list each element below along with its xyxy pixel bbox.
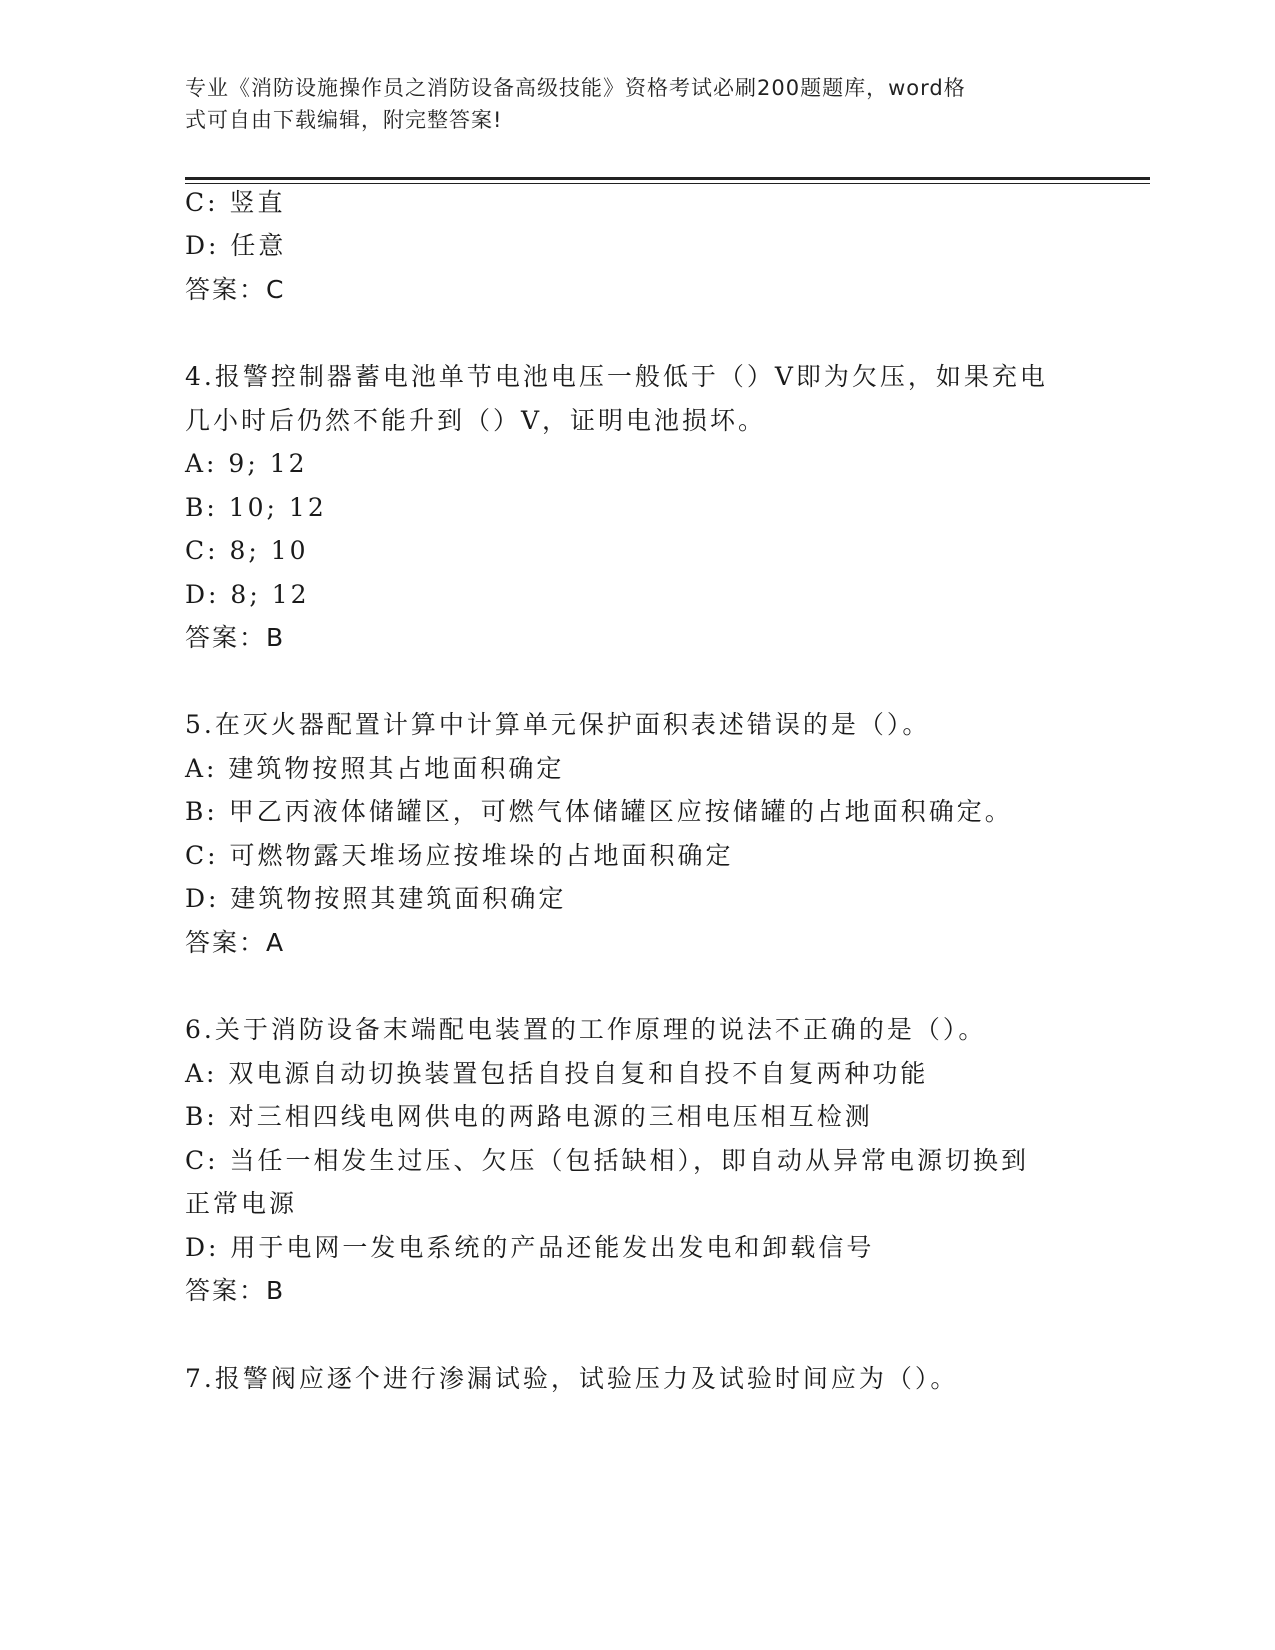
q5-stem: 5.在灭火器配置计算中计算单元保护面积表述错误的是（）。 xyxy=(185,710,931,739)
prev-option-d: D: 任意 xyxy=(185,231,287,260)
q5-option-d: D: 建筑物按照其建筑面积确定 xyxy=(185,884,567,913)
prev-option-c: C: 竖直 xyxy=(185,188,286,217)
q4-option-a: A: 9; 12 xyxy=(185,449,308,478)
q4-stem-line-2: 几小时后仍然不能升到（）V，证明电池损坏。 xyxy=(185,406,767,435)
q6-option-d: D: 用于电网一发电系统的产品还能发出发电和卸载信号 xyxy=(185,1233,875,1262)
q4-stem-line-1: 4.报警控制器蓄电池单节电池电压一般低于（）V即为欠压，如果充电 xyxy=(185,362,1048,391)
q5-answer: 答案：A xyxy=(185,928,286,957)
q5-option-a: A: 建筑物按照其占地面积确定 xyxy=(185,754,565,783)
header-line-1: 专业《消防设施操作员之消防设备高级技能》资格考试必刷200题题库，word格 xyxy=(185,76,966,100)
q4-option-c: C: 8; 10 xyxy=(185,536,309,565)
prev-answer: 答案：C xyxy=(185,275,286,304)
document-header xyxy=(185,72,1085,136)
q6-stem: 6.关于消防设备末端配电装置的工作原理的说法不正确的是（）。 xyxy=(185,1015,987,1044)
q4-answer: 答案：B xyxy=(185,623,286,652)
q6-option-a: A: 双电源自动切换装置包括自投自复和自投不自复两种功能 xyxy=(185,1059,929,1088)
q4-option-b: B: 10; 12 xyxy=(185,493,327,522)
header-line-2: 式可自由下载编辑，附完整答案! xyxy=(185,108,503,132)
q6-option-c-line-1: C: 当任一相发生过压、欠压（包括缺相），即自动从异常电源切换到 xyxy=(185,1146,1030,1175)
q5-option-c: C: 可燃物露天堆场应按堆垛的占地面积确定 xyxy=(185,841,734,870)
q7-stem: 7.报警阀应逐个进行渗漏试验，试验压力及试验时间应为（）。 xyxy=(185,1364,959,1393)
q6-answer: 答案：B xyxy=(185,1276,286,1305)
q5-option-b: B: 甲乙丙液体储罐区，可燃气体储罐区应按储罐的占地面积确定。 xyxy=(185,797,1013,826)
header-divider-thick xyxy=(185,177,1150,180)
q6-option-c-line-2: 正常电源 xyxy=(185,1189,298,1218)
header-divider-thin xyxy=(185,183,1150,184)
q4-option-d: D: 8; 12 xyxy=(185,580,310,609)
q6-option-b: B: 对三相四线电网供电的两路电源的三相电压相互检测 xyxy=(185,1102,873,1131)
